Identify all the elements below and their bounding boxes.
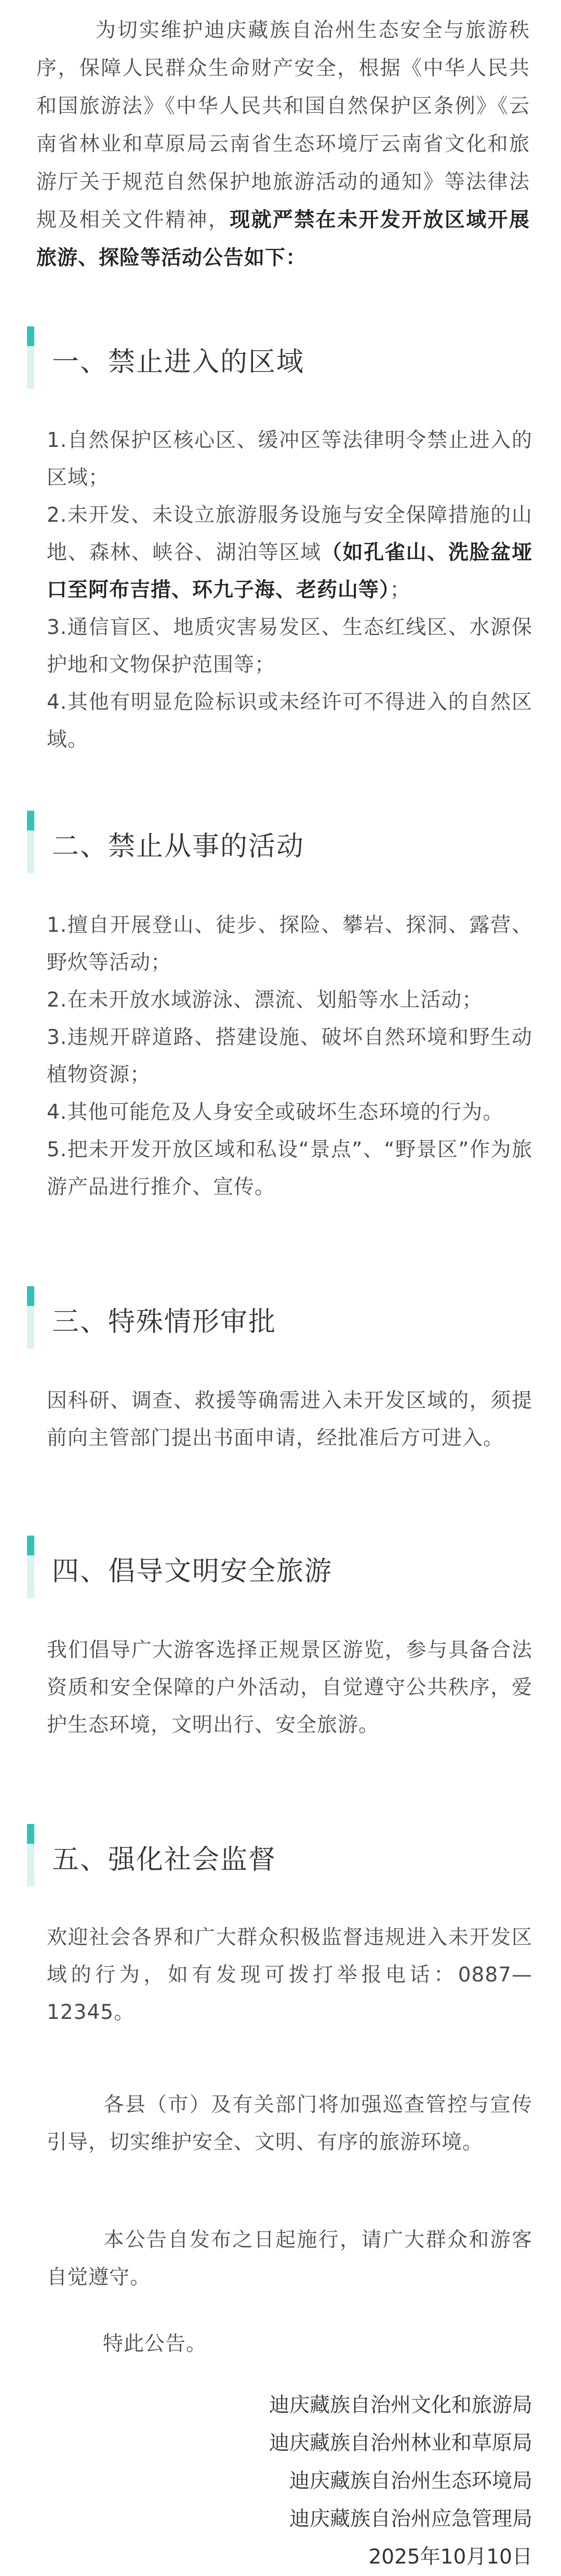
signature-line: 迪庆藏族自治州生态环境局 bbox=[289, 2469, 532, 2493]
list-item: 2.在未开放水域游泳、漂流、划船等水上活动； bbox=[47, 988, 483, 1012]
section-heading-1 bbox=[27, 326, 526, 389]
list-item: 1.擅自开展登山、徒步、探险、攀岩、探洞、露营、野炊等活动； bbox=[47, 914, 532, 974]
section-heading-4 bbox=[27, 1536, 526, 1598]
list-item: 5.把未开发开放区域和私设“景点”、“野景区”作为旅游产品进行推介、宣传。 bbox=[47, 1138, 532, 1199]
closing-paragraph-3 bbox=[47, 2326, 532, 2363]
heading-accent-bar bbox=[27, 811, 34, 830]
section-3-body bbox=[47, 1382, 532, 1457]
signature-block bbox=[269, 2386, 532, 2576]
section-1-list bbox=[47, 422, 532, 759]
announcement-date: 2025年10月10日 bbox=[368, 2545, 532, 2569]
closing-text: 本公告自发布之日起施行，请广大群众和游客自觉遵守。 bbox=[47, 2228, 532, 2289]
section-5-body bbox=[47, 1919, 532, 2031]
heading-accent-bar-light bbox=[27, 830, 34, 873]
section-heading-5 bbox=[27, 1824, 526, 1886]
body-text: 欢迎社会各界和广大群众积极监督违规进入未开发区域的行为，如有发现可拨打举报电话：0887—12345。 bbox=[47, 1926, 532, 2024]
heading-accent-bar-light bbox=[27, 1306, 34, 1349]
closing-text: 各县（市）及有关部门将加强巡查管控与宣传引导，切实维护安全、文明、有序的旅游环境。 bbox=[47, 2093, 532, 2154]
body-text: 我们倡导广大游客选择正规景区游览，参与具备合法资质和安全保障的户外活动，自觉遵守公共秩序，爱护生态环境，文明出行、安全旅游。 bbox=[47, 1639, 532, 1737]
list-item: 2.未开发、未设立旅游服务设施与安全保障措施的山地、森林、峡谷、湖泊等区域（如孔雀山、洗脸盆垭口至阿布吉措、环九子海、老药山等）； bbox=[47, 504, 532, 602]
list-item: 4.其他有明显危险标识或未经许可不得进入的自然区域。 bbox=[47, 691, 532, 751]
heading-accent-bar bbox=[27, 326, 34, 346]
signature-line: 迪庆藏族自治州文化和旅游局 bbox=[269, 2394, 532, 2417]
section-title: 二、禁止从事的活动 bbox=[52, 831, 305, 862]
section-title: 四、倡导文明安全旅游 bbox=[52, 1556, 333, 1587]
body-text: 因科研、调查、救援等确需进入未开发区域的，须提前向主管部门提出书面申请，经批准后方可进入。 bbox=[47, 1389, 532, 1450]
section-4-body bbox=[47, 1632, 532, 1744]
list-item: 1.自然保护区核心区、缓冲区等法律明令禁止进入的区域； bbox=[47, 429, 532, 490]
list-item: 4.其他可能危及人身安全或破坏生态环境的行为。 bbox=[47, 1101, 504, 1124]
highlight-text: （如孔雀山、洗脸盆垭口至阿布吉措、环九子海、老药山等） bbox=[47, 541, 532, 602]
section-2-list bbox=[47, 907, 532, 1206]
closing-paragraph-2 bbox=[47, 2222, 532, 2296]
intro-text: 为切实维护迪庆藏族自治州生态安全与旅游秩序，保障人民群众生命财产安全，根据《中华人民共和国旅游法》《中华人民共和国自然保护区条例》《云南省林业和草原局云南省生态环境厅云南省文化和旅游厅关于规范自然保护地旅游活动的通知》等法律法规及相关文件精神， bbox=[36, 19, 530, 232]
heading-accent-bar bbox=[27, 1536, 34, 1555]
intro-paragraph bbox=[36, 11, 530, 277]
signature-line: 迪庆藏族自治州应急管理局 bbox=[289, 2507, 532, 2531]
heading-accent-bar bbox=[27, 1824, 34, 1844]
intro-bold-text: 现就严禁在未开发开放区域开展旅游、探险等活动公告如下： bbox=[36, 208, 530, 270]
section-title: 五、强化社会监督 bbox=[52, 1844, 277, 1875]
signature-line: 迪庆藏族自治州林业和草原局 bbox=[269, 2432, 532, 2455]
heading-accent-bar-light bbox=[27, 1555, 34, 1598]
section-title: 三、特殊情形审批 bbox=[52, 1306, 277, 1338]
closing-text: 特此公告。 bbox=[103, 2332, 207, 2356]
heading-accent-bar-light bbox=[27, 1844, 34, 1886]
list-item: 3.违规开辟道路、搭建设施、破坏自然环境和野生动植物资源； bbox=[47, 1026, 532, 1087]
list-item: 3.通信盲区、地质灾害易发区、生态红线区、水源保护地和文物保护范围等； bbox=[47, 616, 532, 677]
heading-accent-bar bbox=[27, 1286, 34, 1306]
heading-accent-bar-light bbox=[27, 346, 34, 389]
closing-paragraph-1 bbox=[47, 2086, 532, 2161]
section-heading-2 bbox=[27, 811, 526, 873]
section-title: 一、禁止进入的区域 bbox=[52, 347, 305, 378]
section-heading-3 bbox=[27, 1286, 526, 1349]
